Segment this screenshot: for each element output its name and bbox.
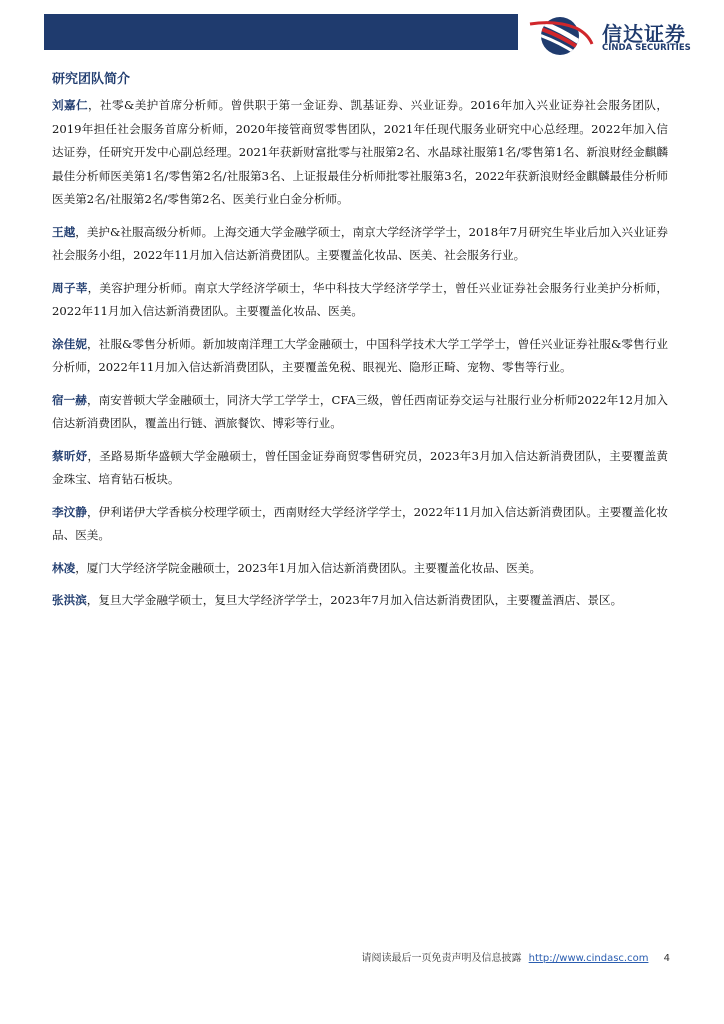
globe-logo-icon [526, 14, 596, 56]
page-number: 4 [663, 953, 670, 964]
analyst-bio: ，社服&零售分析师。新加坡南洋理工大学金融硕士，中国科学技术大学工学学士，曾任兴业证券社服&零售行业分析师，2022年11月加入信达新消费团队，主要覆盖免税、眼视光、隐形正畸、宠物、零售等行业。 [52, 336, 668, 374]
bio-entry [52, 221, 668, 268]
header-banner [44, 14, 518, 50]
bio-entry [52, 333, 668, 380]
analyst-name: 涂佳妮 [52, 336, 88, 351]
analyst-name: 周子莘 [52, 280, 88, 295]
analyst-bio: ，南安普顿大学金融硕士，同济大学工学学士，CFA三级，曾任西南证券交运与社服行业分析师2022年12月加入信达新消费团队，覆盖出行链、酒旅餐饮、博彩等行业。 [52, 392, 668, 430]
footer-disclaimer: 请阅读最后一页免责声明及信息披露 [361, 953, 522, 964]
bio-entry [52, 557, 668, 581]
analyst-bio: ，复旦大学金融学硕士，复旦大学经济学学士，2023年7月加入信达新消费团队，主要覆盖酒店、景区。 [86, 593, 623, 607]
logo-chinese-name: 信达证券 [602, 22, 686, 46]
analyst-bio: ，厦门大学经济学院金融硕士，2023年1月加入信达新消费团队。主要覆盖化妆品、医美。 [75, 560, 542, 575]
bio-entry [52, 589, 668, 613]
bio-entry [52, 94, 668, 212]
section-title: 研究团队简介 [52, 72, 131, 87]
analyst-bio: ，美护&社服高级分析师。上海交通大学金融学硕士，南京大学经济学学士，2018年7月研究生毕业后加入兴业证券社会服务小组，2022年11月加入信达新消费团队。主要覆盖化妆品、医美、社会服务行业。 [52, 224, 668, 262]
team-bios [52, 94, 668, 622]
analyst-bio: ，社零&美护首席分析师。曾供职于第一金证券、凯基证券、兴业证券。2016年加入兴业证券社会服务团队，2019年担任社会服务首席分析师，2020年接管商贸零售团队，2021年任现代服务业研究中心总经理。2022年加入信达证券，任研究开发中心副总经理。2021年获新财富批零与社服第2名、水晶球社服第1名/零售第1名、新浪财经金麒麟最佳分析师医美第1名/零售第2名/社服第3名、上证报最佳分析师批零社服第3名，2022年获新浪财经金麒麟最佳分析师医美第2名/社服第2名/零售第2名、医美行业白金分析师。 [52, 98, 668, 206]
analyst-name: 张洪滨 [52, 593, 87, 607]
analyst-name: 蔡昕妤 [52, 448, 88, 463]
analyst-name: 林凌 [52, 560, 76, 575]
page-footer [361, 949, 670, 964]
analyst-name: 王越 [52, 224, 76, 239]
bio-entry [52, 389, 668, 436]
analyst-name: 宿一赫 [52, 392, 87, 407]
analyst-bio: ，伊利诺伊大学香槟分校理学硕士，西南财经大学经济学学士，2022年11月加入信达新消费团队。主要覆盖化妆品、医美。 [52, 504, 668, 542]
bio-entry [52, 501, 668, 548]
bio-entry [52, 277, 668, 324]
analyst-name: 李汶静 [52, 504, 87, 519]
analyst-bio: ，圣路易斯华盛顿大学金融硕士，曾任国金证券商贸零售研究员，2023年3月加入信达新消费团队，主要覆盖黄金珠宝、培育钻石板块。 [52, 448, 668, 486]
analyst-name: 刘嘉仁 [52, 98, 88, 112]
website-link[interactable]: http://www.cindasc.com [528, 953, 649, 964]
logo-english-name: CINDA SECURITIES [602, 43, 691, 53]
analyst-bio: ，美容护理分析师。南京大学经济学硕士，华中科技大学经济学学士，曾任兴业证券社会服务行业美护分析师，2022年11月加入信达新消费团队。主要覆盖化妆品、医美。 [52, 280, 668, 318]
cinda-logo [526, 14, 706, 56]
bio-entry [52, 445, 668, 492]
